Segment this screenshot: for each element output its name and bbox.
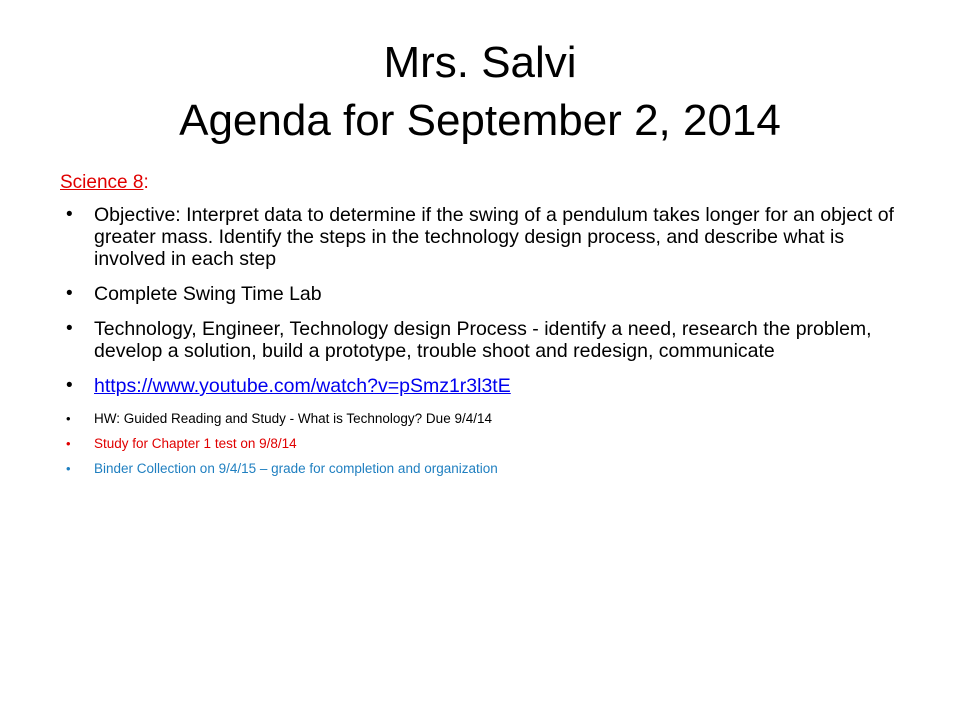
slide-content — [60, 170, 900, 485]
bullet-icon: • — [66, 375, 73, 396]
title-line-1: Mrs. Salvi — [383, 38, 577, 87]
bullet-icon: • — [66, 461, 71, 476]
bullet-icon: • — [66, 204, 73, 225]
bullet-icon: • — [66, 411, 71, 426]
list-item-design-process — [60, 318, 900, 362]
list-item-text: Objective: Interpret data to determine if the swing of a pendulum takes longer for an object of greater mass. Identify the steps in the technology design process, and describe what is involved in each step — [94, 204, 894, 270]
bullet-icon: • — [66, 318, 73, 339]
list-item-study — [60, 435, 900, 452]
slide-title — [60, 34, 900, 150]
youtube-link[interactable]: https://www.youtube.com/watch?v=pSmz1r3l3tE — [94, 375, 511, 397]
list-item-text: Binder Collection on 9/4/15 – grade for completion and organization — [94, 461, 498, 476]
list-item-text: Study for Chapter 1 test on 9/8/14 — [94, 436, 297, 451]
list-item-text: Technology, Engineer, Technology design Process - identify a need, research the problem, develop a solution, build a prototype, trouble shoot and redesign, communicate — [94, 318, 872, 362]
bullet-icon: • — [66, 283, 73, 304]
section-heading — [60, 170, 900, 196]
list-item-video-link — [60, 375, 900, 397]
list-item-binder — [60, 460, 900, 477]
section-colon: : — [143, 172, 149, 193]
list-item-homework — [60, 410, 900, 427]
section-label: Science 8 — [60, 172, 144, 193]
list-item-text: Complete Swing Time Lab — [94, 283, 322, 305]
list-item-lab — [60, 283, 900, 305]
bullet-icon: • — [66, 436, 71, 451]
list-item-objective — [60, 204, 900, 270]
title-line-2: Agenda for September 2, 2014 — [179, 96, 781, 145]
list-item-text: HW: Guided Reading and Study - What is Technology? Due 9/4/14 — [94, 411, 492, 426]
agenda-list — [60, 204, 900, 477]
